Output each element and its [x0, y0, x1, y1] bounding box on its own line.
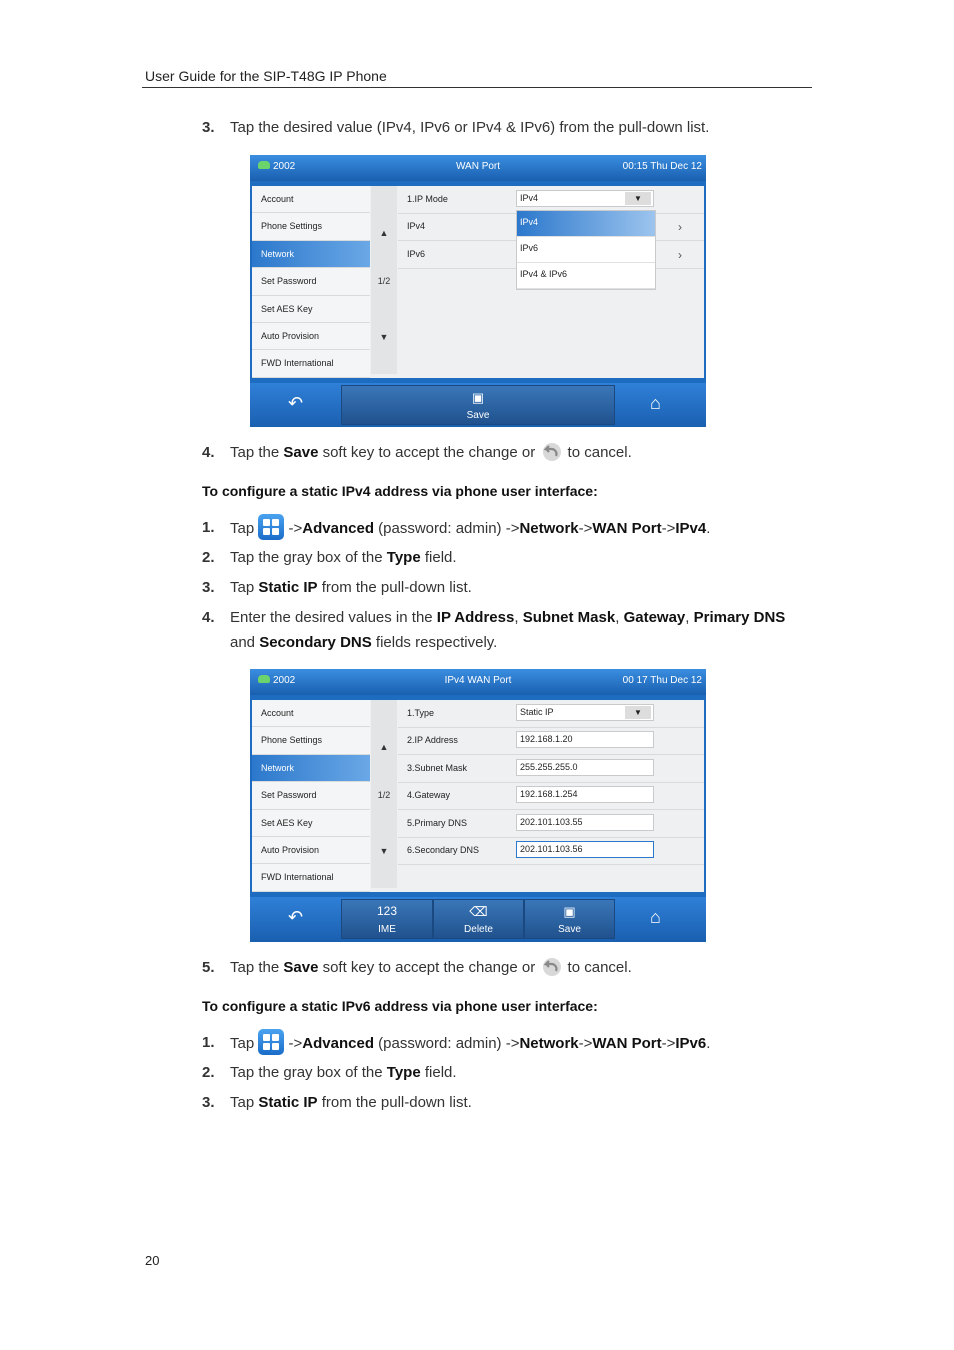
soft-key-bar	[250, 383, 706, 427]
scroll-up-icon[interactable]: ▲	[379, 228, 389, 238]
field-label: 5.Primary DNS	[407, 818, 468, 828]
menu-item-account[interactable]: Account	[252, 186, 370, 213]
field-label: 2.IP Address	[407, 735, 458, 745]
phone-screen-wan-port	[250, 155, 706, 427]
status-bar	[250, 155, 706, 181]
menu-item-set-aes-key[interactable]: Set AES Key	[252, 296, 370, 323]
back-icon	[539, 440, 563, 462]
step-number: 1.	[202, 519, 215, 536]
field-label: 4.Gateway	[407, 790, 451, 800]
section-heading-ipv4: To configure a static IPv4 address via phone user interface:	[202, 483, 598, 499]
subnet-mask-input[interactable]: 255.255.255.0	[516, 759, 654, 776]
clock: 00:15 Thu Dec 12	[622, 161, 702, 172]
delete-softkey[interactable]: ⌫ Delete	[433, 899, 524, 939]
field-label: 1.Type	[407, 708, 435, 718]
phone-screen-ipv4-wan-port	[250, 669, 706, 942]
menu-item-phone-settings[interactable]: Phone Settings	[252, 213, 370, 240]
ip-mode-select[interactable]: IPv4 ▼	[516, 190, 654, 207]
screen-body	[252, 700, 704, 892]
menu-item-set-aes-key[interactable]: Set AES Key	[252, 810, 370, 837]
back-icon[interactable]: ↶	[288, 393, 304, 413]
settings-menu	[252, 700, 370, 892]
screen-title: IPv4 WAN Port	[444, 675, 512, 686]
save-icon: ▣	[471, 390, 485, 405]
field-label: 1.IP Mode	[407, 194, 448, 204]
step-text: Tap the desired value (IPv4, IPv6 or IPv4 & IPv6) from the pull-down list.	[230, 119, 710, 136]
step-number: 3.	[202, 1094, 215, 1111]
back-icon[interactable]: ↶	[288, 907, 304, 927]
dropdown-arrow-icon: ▼	[625, 706, 651, 719]
screen-body	[252, 186, 704, 378]
type-select[interactable]: Static IP ▼	[516, 704, 654, 721]
save-icon: ▣	[563, 904, 576, 919]
step-number: 2.	[202, 549, 215, 566]
page-number: 20	[145, 1253, 160, 1268]
backspace-icon: ⌫	[469, 904, 488, 919]
ime-softkey[interactable]: 123 IME	[341, 899, 433, 939]
secondary-dns-input[interactable]: 202.101.103.56	[516, 841, 654, 858]
menu-item-fwd-international[interactable]: FWD International	[252, 350, 370, 377]
menu-item-network[interactable]: Network	[252, 241, 370, 268]
dropdown-arrow-icon: ▼	[625, 192, 651, 205]
home-icon[interactable]: ⌂	[650, 907, 661, 927]
scroll-down-icon[interactable]: ▼	[379, 332, 389, 342]
screen-title: WAN Port	[455, 161, 501, 172]
gateway-input[interactable]: 192.168.1.254	[516, 786, 654, 803]
ip-mode-dropdown	[516, 210, 656, 290]
menu-apps-icon	[258, 1029, 284, 1055]
field-label: IPv4	[407, 221, 426, 231]
menu-item-fwd-international[interactable]: FWD International	[252, 864, 370, 891]
menu-scroll	[371, 700, 397, 888]
scroll-down-icon[interactable]: ▼	[379, 846, 389, 856]
gateway-row	[398, 782, 704, 810]
home-icon[interactable]: ⌂	[650, 393, 661, 413]
ip-address-input[interactable]: 192.168.1.20	[516, 731, 654, 748]
settings-menu	[252, 186, 370, 378]
section-heading-ipv6: To configure a static IPv6 address via phone user interface:	[202, 998, 598, 1014]
chevron-right-icon: ›	[678, 248, 682, 262]
chevron-right-icon: ›	[678, 220, 682, 234]
header-rule	[142, 87, 812, 88]
menu-apps-icon	[258, 514, 284, 540]
step-number: 4.	[202, 609, 215, 626]
step-number: 3.	[202, 579, 215, 596]
extension-label: 2002	[258, 675, 295, 686]
scroll-up-icon[interactable]: ▲	[379, 742, 389, 752]
status-bar	[250, 669, 706, 695]
menu-item-set-password[interactable]: Set Password	[252, 268, 370, 295]
document-header: User Guide for the SIP-T48G IP Phone	[145, 68, 387, 84]
menu-item-set-password[interactable]: Set Password	[252, 782, 370, 809]
field-label: IPv6	[407, 249, 426, 259]
option-ipv6[interactable]: IPv6	[517, 237, 655, 263]
step-number: 2.	[202, 1064, 215, 1081]
subnet-mask-row	[398, 755, 704, 783]
step-number: 5.	[202, 959, 215, 976]
step-number: 3.	[202, 119, 215, 136]
clock: 00 17 Thu Dec 12	[622, 675, 702, 686]
menu-item-network[interactable]: Network	[252, 755, 370, 782]
save-softkey[interactable]: ▣ Save	[524, 899, 615, 939]
step-number: 4.	[202, 444, 215, 461]
page-indicator: 1/2	[377, 276, 391, 286]
ip-address-row	[398, 727, 704, 755]
menu-item-phone-settings[interactable]: Phone Settings	[252, 727, 370, 754]
menu-item-auto-provision[interactable]: Auto Provision	[252, 837, 370, 864]
secondary-dns-row	[398, 837, 704, 865]
field-label: 6.Secondary DNS	[407, 845, 480, 855]
extension-label: 2002	[258, 161, 295, 172]
page-indicator: 1/2	[377, 790, 391, 800]
option-ipv4-ipv6[interactable]: IPv4 & IPv6	[517, 263, 655, 289]
field-label: 3.Subnet Mask	[407, 763, 468, 773]
save-softkey[interactable]: ▣ Save	[341, 385, 615, 425]
menu-item-auto-provision[interactable]: Auto Provision	[252, 323, 370, 350]
soft-key-bar	[250, 897, 706, 942]
menu-scroll	[371, 186, 397, 374]
menu-item-account[interactable]: Account	[252, 700, 370, 727]
back-icon	[539, 955, 563, 977]
primary-dns-input[interactable]: 202.101.103.55	[516, 814, 654, 831]
type-row	[398, 700, 704, 728]
step-number: 1.	[202, 1034, 215, 1051]
option-ipv4[interactable]: IPv4	[517, 211, 655, 237]
primary-dns-row	[398, 810, 704, 838]
